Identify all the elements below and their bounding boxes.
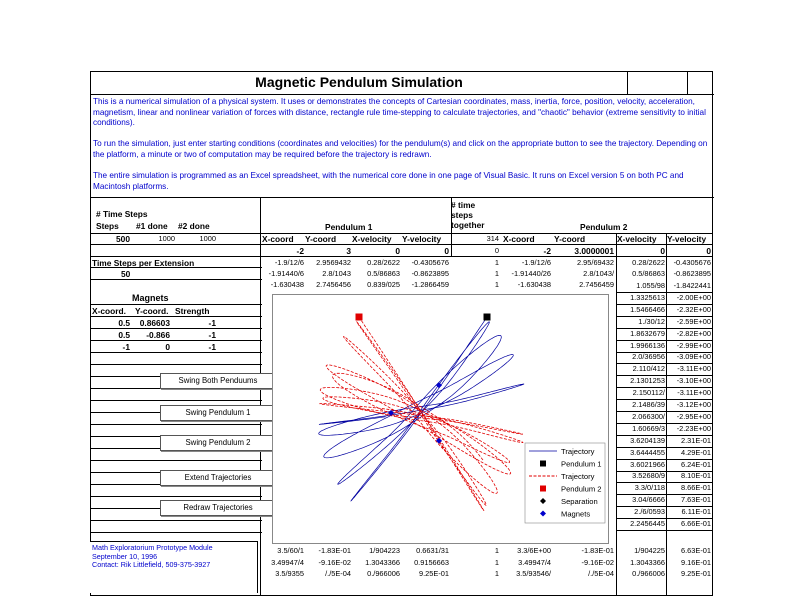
magnet2-strength[interactable]: -1 [208,330,216,340]
extension-input[interactable]: 50 [121,269,131,279]
done2-label: #2 done [178,221,210,231]
bottom-cell: 1.3043366 [630,557,665,567]
credit-line-2: September 10, 1996 [92,551,158,561]
right-cell-vx: 1.5466466 [630,304,665,314]
done2-value: 1000 [199,234,216,243]
mid-cell: 1 [494,269,499,278]
p2-cell: 2.8/1043/ [583,269,614,278]
right-cell-vy: 6.24E-01 [681,459,711,469]
trajectory-plot [272,294,609,544]
right-cell-vy: 6.11E-01 [681,507,711,517]
description-paragraph-2: To run the simulation, just enter starting conditions (coordinates and velocities) for the pendulum(s) and click on the appropriate button to see the trajectory. Depending on the platform, a minute or two of computation may be required before the trajectory is redrawn. [93,139,708,159]
right-cell-vy: -2.23E+00 [676,423,711,433]
page-title: Magnetic Pendulum Simulation [255,74,463,90]
p1-header-vy: Y-velocity [402,234,442,244]
bottom-cell: 0.6631/31 [416,546,449,555]
p1-header-y: Y-coord [305,234,337,244]
legend-label: Pendulum 1 [561,459,602,469]
bottom-cell: 0.9156663 [414,557,449,567]
title-row [91,72,714,95]
right-cell-vy: 8.66E-01 [681,483,711,493]
extension-label: Time Steps per Extension [92,258,195,268]
bottom-cell: 3.49947/4 [271,557,304,567]
p1-cell: -0.8623895 [411,269,449,278]
p2-start-y[interactable]: 3.0000001 [574,246,614,256]
bottom-cell: 9.25E-01 [681,569,711,578]
credit-line-3: Contact: Rik Littlefield, 509-375-3927 [92,560,211,570]
right-cell-vx: 1.9966136 [630,340,665,350]
right-cell-vy: -2.95E+00 [676,411,711,421]
right-cell-vx: 3.04/6666 [632,495,665,505]
extend-trajectories-button[interactable]: Extend Trajectories [160,470,276,486]
bottom-cell: 3.5/60/1 [277,546,304,555]
bottom-cell: 3.49947/4 [518,557,551,567]
bottom-cell: 1 [494,569,499,578]
swing-both-button[interactable]: Swing Both Penduums [160,373,276,389]
p2-cell: -1.630438 [517,280,551,289]
trajectory-1 [319,317,524,501]
bottom-cell: 1.3043366 [365,557,400,567]
right-cell-vy: -1.8422441 [673,281,711,290]
right-cell-vy: -2.82E+00 [676,328,711,338]
magnet1-strength[interactable]: -1 [208,318,216,328]
right-cell-vx: 2.110/412 [632,364,665,374]
right-cell-vy: -3.11E+00 [677,388,711,398]
bottom-cell: 1/904225 [634,546,665,555]
right-cell-vx: 1.055/98 [636,281,665,290]
p1-cell: -0.4305676 [411,258,449,267]
right-cell-vx: 1./30/12 [638,316,665,326]
right-cell-vy: -2.00E+00 [676,292,711,302]
done1-label: #1 done [136,221,168,231]
magnet3-strength[interactable]: -1 [208,342,216,352]
bottom-cell: -1.83E-01 [581,546,614,555]
mid-value: 0 [494,246,499,255]
together-label: # time steps together [451,200,485,230]
p1-cell: -1.2866459 [411,280,449,289]
right-cell-vx: 2./6/0593 [634,507,665,517]
bottom-cell: 3.5/93546/ [516,569,551,578]
right-cell-vx: 1.3325613 [630,292,665,302]
right-cell-vy: -3.12E+00 [676,400,711,409]
right-cell-vx: 3.6444455 [630,447,665,457]
right-cell-vx: 2.1486/39 [632,400,665,409]
legend-label: Trajectory [561,447,595,456]
p1-start-vy[interactable]: 0 [444,246,449,256]
p1-start-vx[interactable]: 0 [395,246,400,256]
right-cell-vy: -3.11E+00 [677,364,711,374]
trajectory-2-path [320,317,523,510]
p1-cell: -1.9/12/6 [274,258,304,267]
bottom-cell: /./5E-04 [588,569,614,578]
p2-start-vy[interactable]: 0 [706,246,711,256]
bottom-cell: 0./966006 [367,569,400,578]
time-steps-label: # Time Steps [96,209,148,219]
bottom-cell: 3.3/6E+00 [517,546,551,555]
p1-cell: 0.5/86863 [367,269,400,278]
bottom-cell: -9.16E-02 [318,557,351,567]
mid-cell: 1 [494,280,499,289]
right-cell-vx: 1.8632679 [630,328,665,338]
p1-header-vx: X-velocity [352,234,392,244]
description-paragraph-1: This is a numerical simulation of a physical system. It uses or demonstrates the concepts of Cartesian coordinates, mass, inertia, force, position, velocity, acceleration, magnetism, linear and nonlinear variation of forces with distance, rectangle rule time-stepping to calculate trajectories, and "chaotic" behavior (extreme sensitivity to initial conditions). [93,97,706,128]
right-cell-vy: 8.10E-01 [681,471,711,481]
magnet3-x[interactable]: -1 [122,342,130,352]
p2-cell: -0.8623895 [673,269,711,278]
right-cell-vy: 2.31E-01 [681,435,711,445]
pendulum2-label: Pendulum 2 [580,222,628,232]
p2-header-vy: Y-velocity [667,234,707,244]
right-cell-vy: 4.29E-01 [681,447,711,457]
legend-label: Pendulum 2 [561,484,602,494]
redraw-trajectories-button[interactable]: Redraw Trajectories [160,500,276,516]
legend-label: Separation [561,497,598,506]
right-cell-vy: -2.99E+00 [676,340,711,350]
trajectory-2 [320,317,523,510]
right-cell-vx: 1.60669/3 [632,423,665,433]
magnets-title: Magnets [132,293,169,303]
right-cell-vx: 2.150112/ [632,388,665,398]
p2-start-x[interactable]: -2 [543,246,551,256]
time-steps-input[interactable]: 500 [116,234,130,244]
magnets-header-x: X-coord. [92,306,126,316]
right-cell-vy: 7.63E-01 [681,495,711,505]
trajectory-1-path [319,317,524,501]
bottom-cell: /./5E-04 [325,569,351,578]
magnet2-y[interactable]: -0.866 [146,330,170,340]
p1-start-y[interactable]: 3 [346,246,351,256]
right-cell-vx: 3.6204139 [630,435,665,445]
right-cell-vy: -3.10E+00 [676,376,711,386]
mid-cell: 1 [494,258,499,267]
bottom-cell: -1.83E-01 [318,546,351,555]
bottom-cell: 9.16E-01 [681,557,711,567]
right-cell-vx: 2.2456445 [630,519,665,528]
p1-cell: -1.91440/6 [268,269,304,278]
p2-cell: 0.28/2622 [632,258,665,267]
magnet3-y[interactable]: 0 [165,342,170,352]
description-paragraph-3: The entire simulation is programmed as an Excel spreadsheet, with the numerical core done in one page of Visual Basic. It runs on Excel version 5 on both PC and Macintosh platforms. [93,171,684,191]
right-cell-vx: 2.1301253 [630,376,665,386]
p1-cell: -1.630438 [270,280,304,289]
bottom-cell: 0./966006 [632,569,665,578]
right-cell-vx: 3.6021966 [630,459,665,469]
bottom-cell: 1/904223 [369,546,400,555]
p1-cell: 2.7456456 [316,280,351,289]
bottom-cell: 6.63E-01 [681,546,711,555]
together-value: 314 [486,234,499,243]
magnet1-x[interactable]: 0.5 [118,318,130,328]
magnet1-y[interactable]: 0.86603 [139,318,170,328]
p1-header-x: X-coord [262,234,294,244]
p2-start-vx[interactable]: 0 [660,246,665,256]
p2-cell: -1.9/12/6 [521,258,551,267]
p2-cell: -1.91440/26 [511,269,551,278]
p2-header-x: X-coord [503,234,535,244]
right-cell-vy: -2.59E+00 [676,316,711,326]
p1-cell: 2.9569432 [316,258,351,267]
credit-box [90,541,258,593]
right-cell-vx: 2.066300/ [632,411,665,421]
pendulum-2-marker [356,314,363,321]
description [91,94,714,198]
bottom-cell: 9.25E-01 [419,569,449,578]
right-cell-vy: -2.32E+00 [676,304,711,314]
p2-cell: 2.95/69432 [577,258,614,267]
p2-cell: 0.5/86863 [632,269,665,278]
magnet2-x[interactable]: 0.5 [118,330,130,340]
trajectory-chart [273,295,610,545]
magnets-header-y: Y-coord. [135,306,169,316]
pendulum-1-marker [484,314,491,321]
pendulum1-label: Pendulum 1 [325,222,373,232]
right-cell-vy: 6.66E-01 [681,519,711,528]
legend-label: Trajectory [561,472,595,481]
p2-header-y: Y-coord [554,234,586,244]
credit-line-1: Math Exploratorium Prototype Module [92,543,213,552]
swing-pendulum-2-button[interactable]: Swing Pendulum 2 [160,435,276,451]
p2-cell: -0.4305676 [673,258,711,267]
bottom-cell: 3.5/9355 [275,569,304,578]
right-cell-vy: -3.09E+00 [676,352,711,362]
right-cell-vx: 3.3/0/118 [634,483,665,493]
legend-label: Magnets [561,509,591,519]
p2-cell: 2.7456459 [579,280,614,289]
p1-cell: 0.28/2622 [367,258,400,267]
swing-pendulum-1-button[interactable]: Swing Pendulum 1 [160,405,276,421]
p1-cell: 2.8/1043 [322,269,351,278]
p1-cell: 0.839/025 [367,280,400,289]
right-cell-vx: 3.52680/9 [632,471,665,481]
bottom-cell: 1 [494,546,499,555]
magnets-header-strength: Strength [175,306,210,316]
p1-start-x[interactable]: -2 [296,246,304,256]
bottom-cell: -9.16E-02 [581,557,614,567]
done1-value: 1000 [158,234,175,243]
right-cell-vx: 2.0/36956 [632,352,665,362]
p2-header-vx: X-velocity [617,234,657,244]
bottom-cell: 1 [494,557,499,567]
